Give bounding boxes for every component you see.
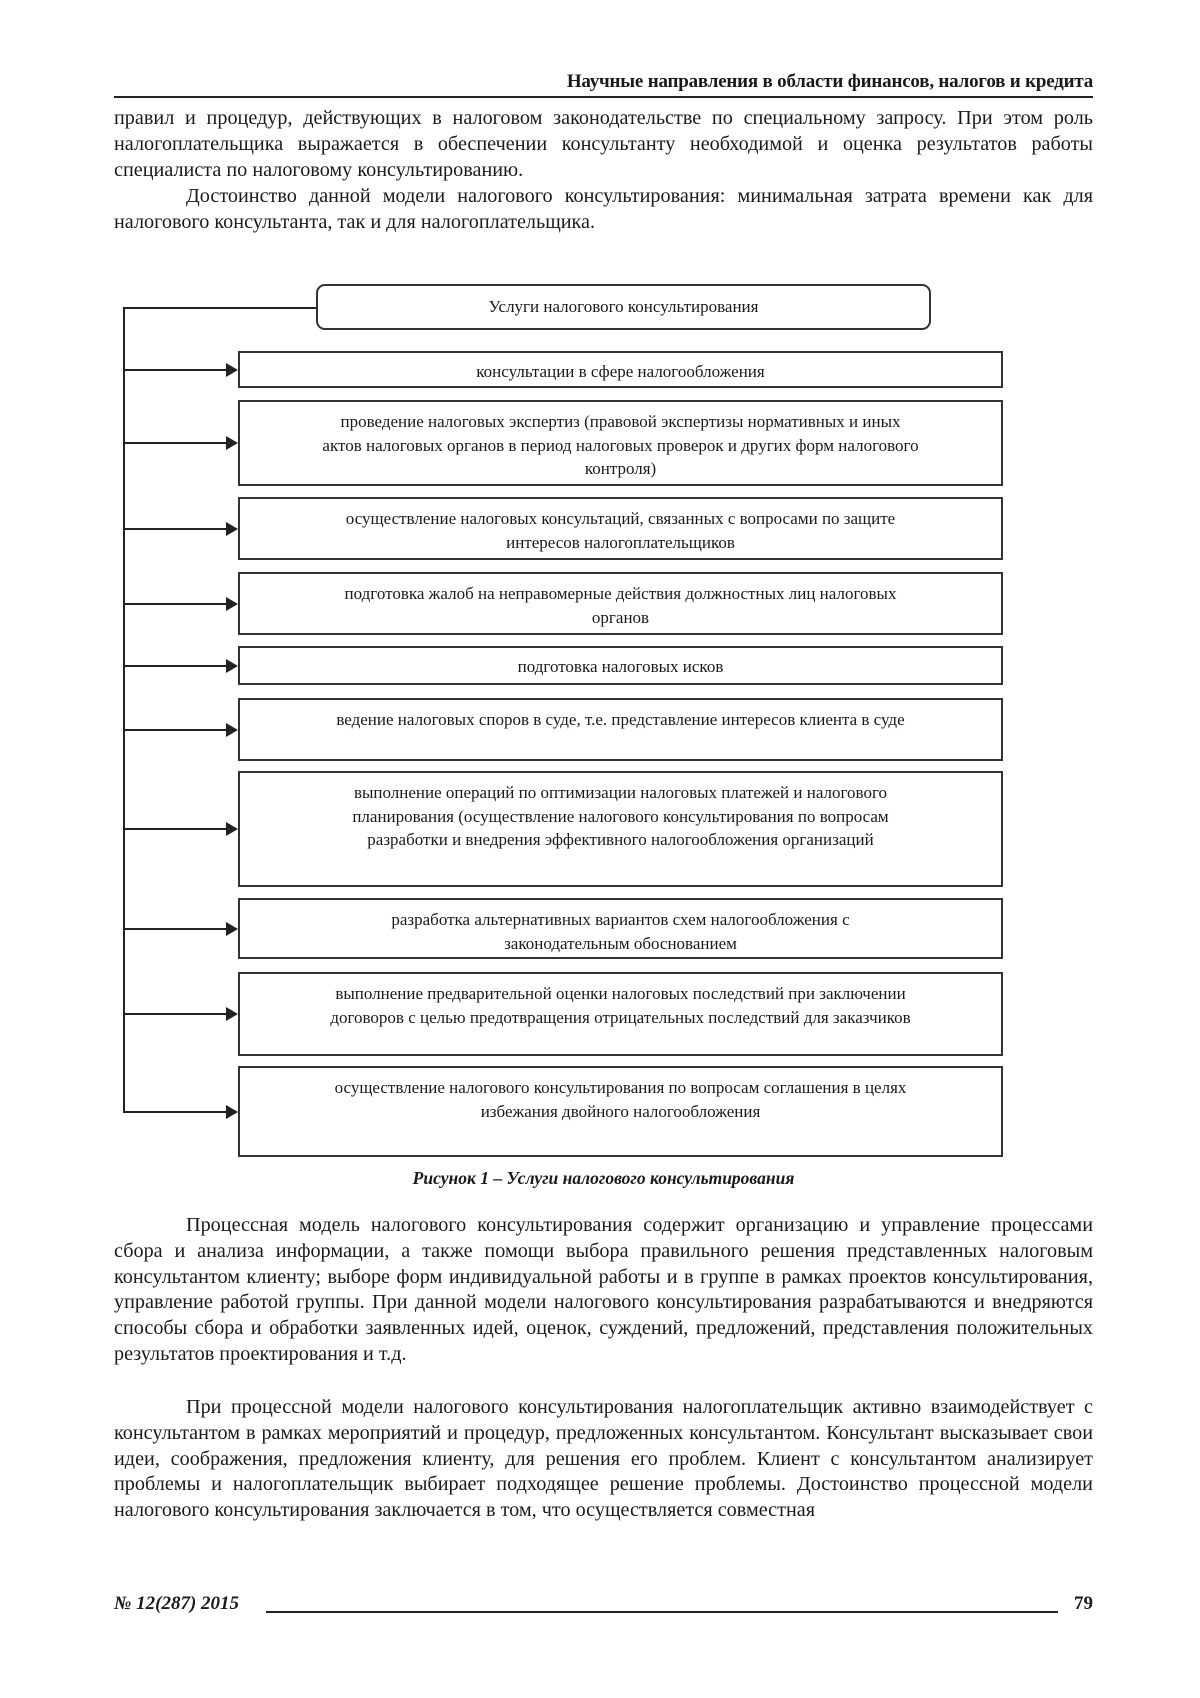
service-box-text-line: выполнение операций по оптимизации налоговых платежей и налогового bbox=[353, 783, 888, 802]
service-box-text-line: разработки и внедрения эффективного налогообложения организаций bbox=[367, 830, 874, 849]
arrow-head-icon bbox=[226, 822, 238, 836]
service-box bbox=[238, 497, 1003, 560]
body-paragraph-2 bbox=[114, 1395, 1093, 1524]
footer-issue-number: № 12(287) 2015 bbox=[114, 1593, 240, 1614]
service-box-text-line: планирования (осуществление налогового консультирования по вопросам bbox=[352, 806, 889, 826]
service-box bbox=[238, 572, 1003, 635]
service-box-text-line: органов bbox=[591, 607, 650, 627]
service-box bbox=[238, 972, 1003, 1056]
intro-paragraph-2-text: Достоинство данной модели налогового консультирования: минимальная затрата времени как для налогового консультанта, так и для налогоплательщика. bbox=[114, 185, 1093, 233]
service-box-text-line: осуществление налогового консультирования по вопросам соглашения в целях bbox=[334, 1078, 907, 1097]
arrow-head-icon bbox=[226, 723, 238, 737]
arrow-head-icon bbox=[226, 363, 238, 377]
service-box-text-line: разработка альтернативных вариантов схем налогообложения с bbox=[391, 910, 850, 929]
arrow-head-icon bbox=[226, 922, 238, 936]
service-box-text-line: договоров с целью предотвращения отрицательных последствий для заказчиков bbox=[330, 1007, 911, 1027]
service-box bbox=[238, 400, 1003, 486]
service-box bbox=[238, 351, 1003, 388]
figure-caption: Рисунок 1 – Услуги налогового консультирования bbox=[412, 1168, 795, 1188]
service-box bbox=[238, 698, 1003, 761]
root-node-box bbox=[316, 284, 931, 330]
arrow-head-icon bbox=[226, 597, 238, 611]
service-box-text-line: подготовка налоговых исков bbox=[517, 657, 724, 676]
body-paragraph-2-text: При процессной модели налогового консультирования налогоплательщик активно взаимодействует с консультантом в рамках мероприятий и процедур, предложенных консультантом. Консультант высказывает свои идеи, соображения, предложения клиенту, для решения его проблем. Клиент с консультантом анализирует проблемы и налогоплательщик выбирает подходящее решение проблемы. Достоинство процессной модели налогового консультирования заключается в том, что осуществляется совместная bbox=[114, 1396, 1093, 1522]
page-number: 79 bbox=[1074, 1593, 1093, 1614]
running-head-title: Научные направления в области финансов, налогов и кредита bbox=[566, 71, 1093, 92]
intro-paragraph-1-text: правил и процедур, действующих в налоговом законодательстве по специальному запросу. При этом роль налогоплательщика выражается в обеспечении консультанту необходимой и оценка результатов работы специалиста по налоговому консультированию. bbox=[114, 107, 1093, 181]
arrow-head-icon bbox=[226, 436, 238, 450]
service-box bbox=[238, 898, 1003, 959]
body-paragraph-1 bbox=[114, 1213, 1093, 1368]
footer-rule bbox=[266, 1611, 1058, 1613]
service-box-text-line: законодательным обоснованием bbox=[504, 933, 737, 953]
service-box-text-line: проведение налоговых экспертиз (правовой экспертизы нормативных и иных bbox=[340, 412, 901, 431]
service-box bbox=[238, 646, 1003, 685]
service-box bbox=[238, 1066, 1003, 1157]
service-box-text-line: консультации в сфере налогообложения bbox=[476, 362, 765, 381]
body-paragraph-1-text: Процессная модель налогового консультирования содержит организацию и управление процессами сбора и анализа информации, а также помощи выбора правильного решения представленных налоговым консультантом клиенту; выборе форм индивидуальной работы и в группе в рамках проектов консультирования, управление работой группы. При данной модели налогового консультирования разрабатываются и внедряются способы сбора и обработки заявленных идей, оценок, суждений, предложений, представления положительных результатов проектирования и т.д. bbox=[114, 1214, 1093, 1365]
service-box-text-line: подготовка жалоб на неправомерные действия должностных лиц налоговых bbox=[344, 584, 897, 603]
service-box-text-line: избежания двойного налогообложения bbox=[480, 1101, 761, 1121]
service-box-text-line: осуществление налоговых консультаций, связанных с вопросами по защите bbox=[345, 509, 896, 528]
service-box bbox=[238, 771, 1003, 887]
service-box-text-line: актов налоговых органов в период налоговых проверок и других форм налогового bbox=[322, 435, 919, 455]
arrow-head-icon bbox=[226, 1007, 238, 1021]
service-box-text-line: выполнение предварительной оценки налоговых последствий при заключении bbox=[335, 984, 906, 1003]
service-box-text-line: ведение налоговых споров в суде, т.е. представление интересов клиента в суде bbox=[336, 710, 905, 729]
arrow-head-icon bbox=[226, 522, 238, 536]
service-box-text-line: интересов налогоплательщиков bbox=[506, 532, 735, 552]
service-box-text-line: контроля) bbox=[584, 459, 657, 478]
arrow-head-icon bbox=[226, 659, 238, 673]
arrow-head-icon bbox=[226, 1105, 238, 1119]
root-node-label: Услуги налогового консультирования bbox=[488, 297, 759, 316]
